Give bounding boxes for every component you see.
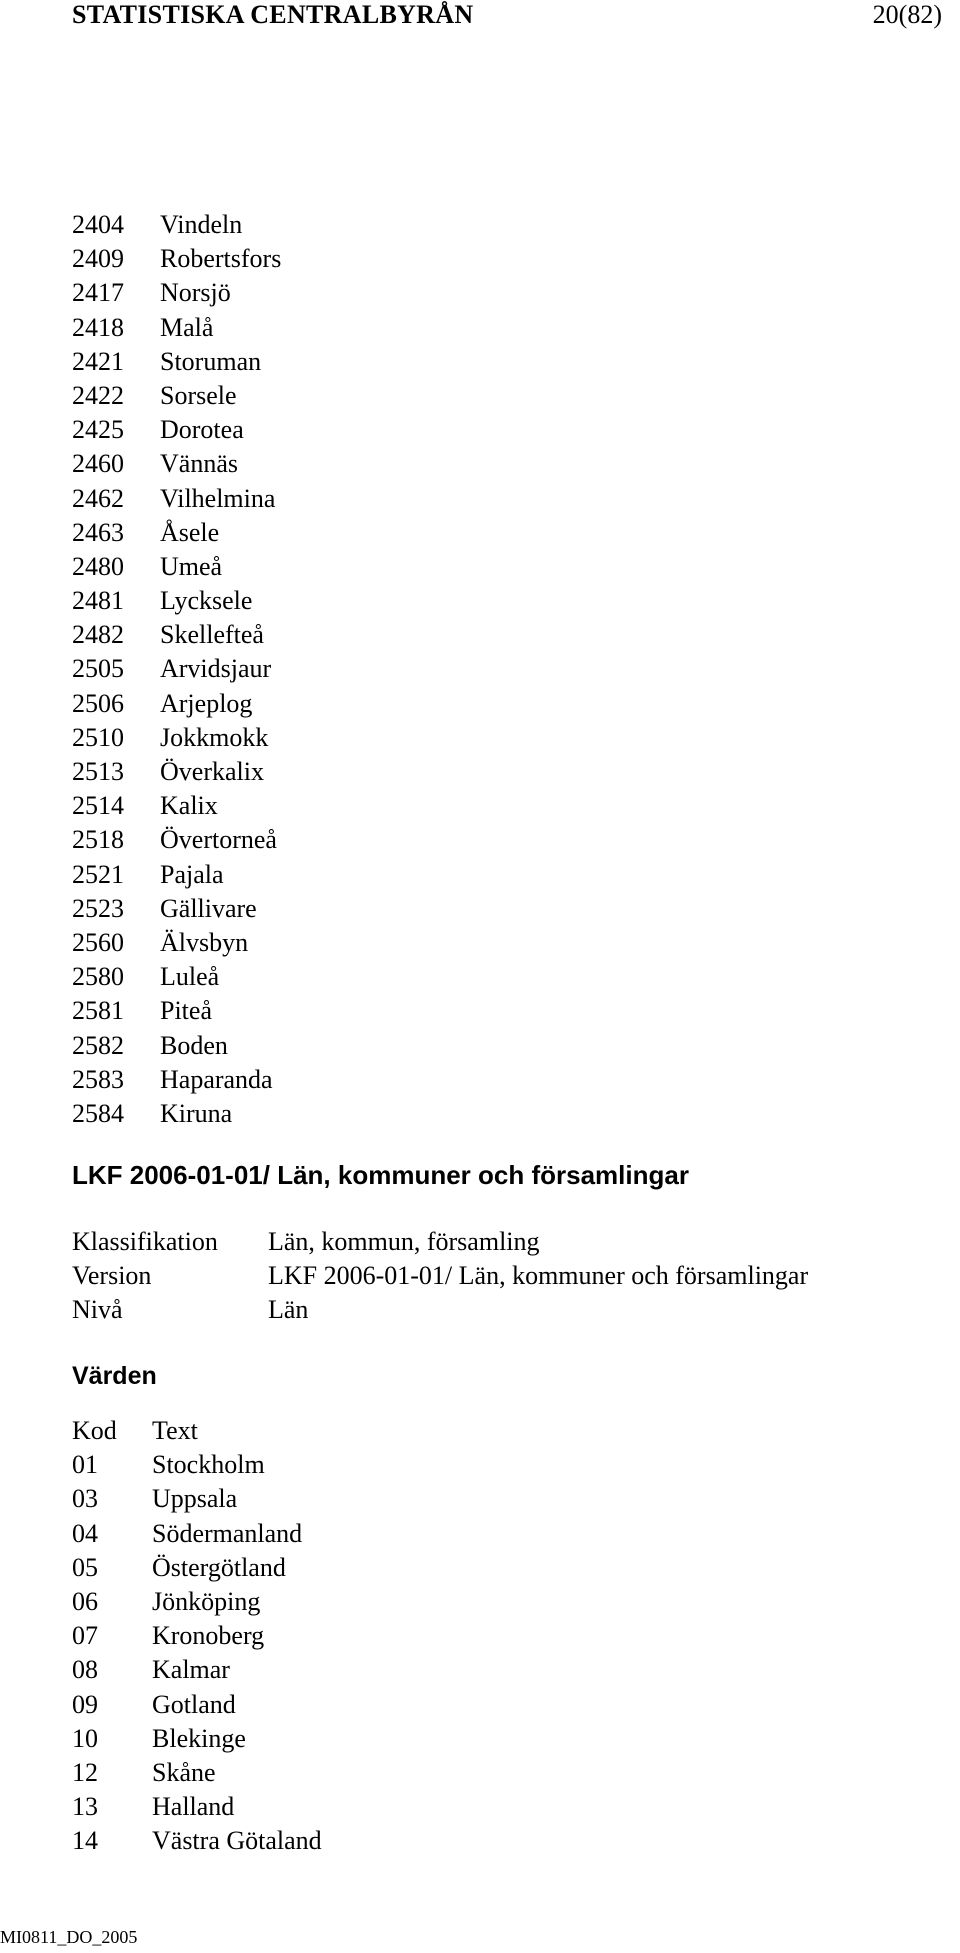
list-item [72,823,672,857]
list-item [72,379,672,413]
list-item [72,755,672,789]
list-item [72,1029,672,1063]
list-item [72,926,672,960]
municipality-code: 2480 [72,551,124,581]
list-item [72,550,672,584]
municipality-code: 2462 [72,483,124,513]
municipality-name: Luleå [160,962,220,992]
list-item [72,789,672,823]
table-row [72,1790,322,1824]
municipality-code: 2523 [72,893,124,923]
page-number: 20(82) [872,0,942,29]
meta-row-version [72,1259,808,1293]
table-row [72,1653,322,1687]
county-code: 08 [72,1655,98,1685]
municipality-name: Boden [160,1030,228,1060]
list-item [72,482,672,516]
county-table [72,1414,322,1858]
table-header-row [72,1414,322,1448]
meta-value: Län [268,1295,309,1324]
municipality-name: Haparanda [160,1064,273,1094]
municipality-code: 2506 [72,688,124,718]
municipality-code: 2581 [72,996,124,1026]
municipality-name: Gällivare [160,893,257,923]
table-row [72,1619,322,1653]
county-name: Gotland [152,1689,236,1719]
county-code: 14 [72,1826,98,1856]
municipality-code: 2510 [72,722,124,752]
municipality-name: Kalix [160,791,218,821]
table-row [72,1688,322,1722]
municipality-name: Älvsbyn [160,927,249,957]
table-row [72,1517,322,1551]
county-name: Östergötland [152,1552,286,1582]
county-name: Halland [152,1792,235,1822]
column-header-code: Kod [72,1416,117,1445]
section-title: LKF 2006-01-01/ Län, kommuner och församlingar [72,1160,689,1190]
list-item [72,311,672,345]
meta-key: Version [72,1261,152,1290]
table-row [72,1756,322,1790]
municipality-name: Överkalix [160,757,264,786]
municipality-name: Malå [160,312,214,342]
meta-row-classification [72,1225,808,1259]
page-header [72,0,942,36]
meta-key: Nivå [72,1295,123,1324]
list-item [72,242,672,276]
municipality-code: 2418 [72,312,124,342]
county-code: 01 [72,1450,98,1480]
list-item [72,960,672,994]
municipality-name: Åsele [160,517,220,547]
list-item [72,687,672,721]
values-heading: Värden [72,1362,157,1390]
table-row [72,1824,322,1858]
municipality-name: Kiruna [160,1098,233,1128]
agency-name: STATISTISKA CENTRALBYRÅN [72,0,474,29]
municipality-name: Vindeln [160,210,243,239]
municipality-name: Norsjö [160,278,231,308]
municipality-code: 2404 [72,210,124,239]
list-item [72,584,672,618]
county-code: 13 [72,1792,98,1822]
municipality-name: Vilhelmina [160,483,276,513]
list-item [72,721,672,755]
municipality-code: 2417 [72,278,124,308]
municipality-name: Jokkmokk [160,722,269,752]
municipality-name: Arvidsjaur [160,654,272,684]
municipality-code: 2580 [72,962,124,992]
table-row [72,1585,322,1619]
municipality-code: 2560 [72,927,124,957]
table-row [72,1482,322,1516]
list-item [72,413,672,447]
list-item [72,516,672,550]
municipality-name: Lycksele [160,586,253,616]
municipality-name: Storuman [160,346,262,376]
municipality-name: Sorsele [160,380,237,410]
municipality-name: Övertorneå [160,825,277,855]
municipality-code: 2584 [72,1098,124,1128]
document-id: MI0811_DO_2005 [0,1927,138,1947]
county-name: Skåne [152,1757,216,1787]
municipality-code: 2421 [72,346,124,376]
county-code: 09 [72,1689,98,1719]
municipality-code: 2481 [72,586,124,616]
county-name: Jönköping [152,1586,261,1616]
municipality-list [72,208,672,1131]
meta-row-level [72,1293,808,1327]
municipality-code: 2463 [72,517,124,547]
municipality-name: Skellefteå [160,620,264,650]
county-name: Västra Götaland [152,1826,322,1856]
county-code: 05 [72,1552,98,1582]
municipality-code: 2425 [72,415,124,445]
table-row [72,1448,322,1482]
county-code: 04 [72,1518,98,1548]
list-item [72,1063,672,1097]
county-name: Kalmar [152,1655,230,1685]
list-item [72,1097,672,1131]
county-name: Stockholm [152,1450,265,1480]
list-item [72,892,672,926]
list-item [72,858,672,892]
municipality-code: 2582 [72,1030,124,1060]
table-row [72,1722,322,1756]
meta-key: Klassifikation [72,1227,218,1256]
county-name: Södermanland [152,1518,303,1548]
list-item [72,276,672,310]
list-item [72,652,672,686]
county-name: Uppsala [152,1484,238,1514]
county-code: 06 [72,1586,98,1616]
county-code: 03 [72,1484,98,1514]
municipality-code: 2422 [72,380,124,410]
municipality-code: 2583 [72,1064,124,1094]
municipality-name: Piteå [160,996,212,1026]
municipality-name: Robertsfors [160,244,282,274]
municipality-code: 2513 [72,757,124,786]
municipality-code: 2460 [72,449,124,479]
table-row [72,1551,322,1585]
classification-meta [72,1225,808,1327]
list-item [72,447,672,481]
list-item [72,345,672,379]
list-item [72,994,672,1028]
county-code: 10 [72,1723,98,1753]
list-item [72,618,672,652]
municipality-code: 2521 [72,859,124,889]
municipality-code: 2505 [72,654,124,684]
meta-value: LKF 2006-01-01/ Län, kommuner och församlingar [268,1261,809,1290]
municipality-code: 2409 [72,244,124,274]
municipality-name: Pajala [160,859,224,889]
county-name: Blekinge [152,1723,246,1753]
municipality-name: Umeå [160,551,223,581]
meta-value: Län, kommun, församling [268,1227,540,1256]
municipality-code: 2482 [72,620,124,650]
municipality-code: 2514 [72,791,124,821]
municipality-name: Dorotea [160,415,244,445]
list-item [72,208,672,242]
county-code: 07 [72,1621,98,1651]
municipality-name: Arjeplog [160,688,253,718]
column-header-text: Text [152,1416,198,1445]
municipality-name: Vännäs [160,449,238,479]
municipality-code: 2518 [72,825,124,855]
county-code: 12 [72,1757,98,1787]
county-name: Kronoberg [152,1621,265,1651]
